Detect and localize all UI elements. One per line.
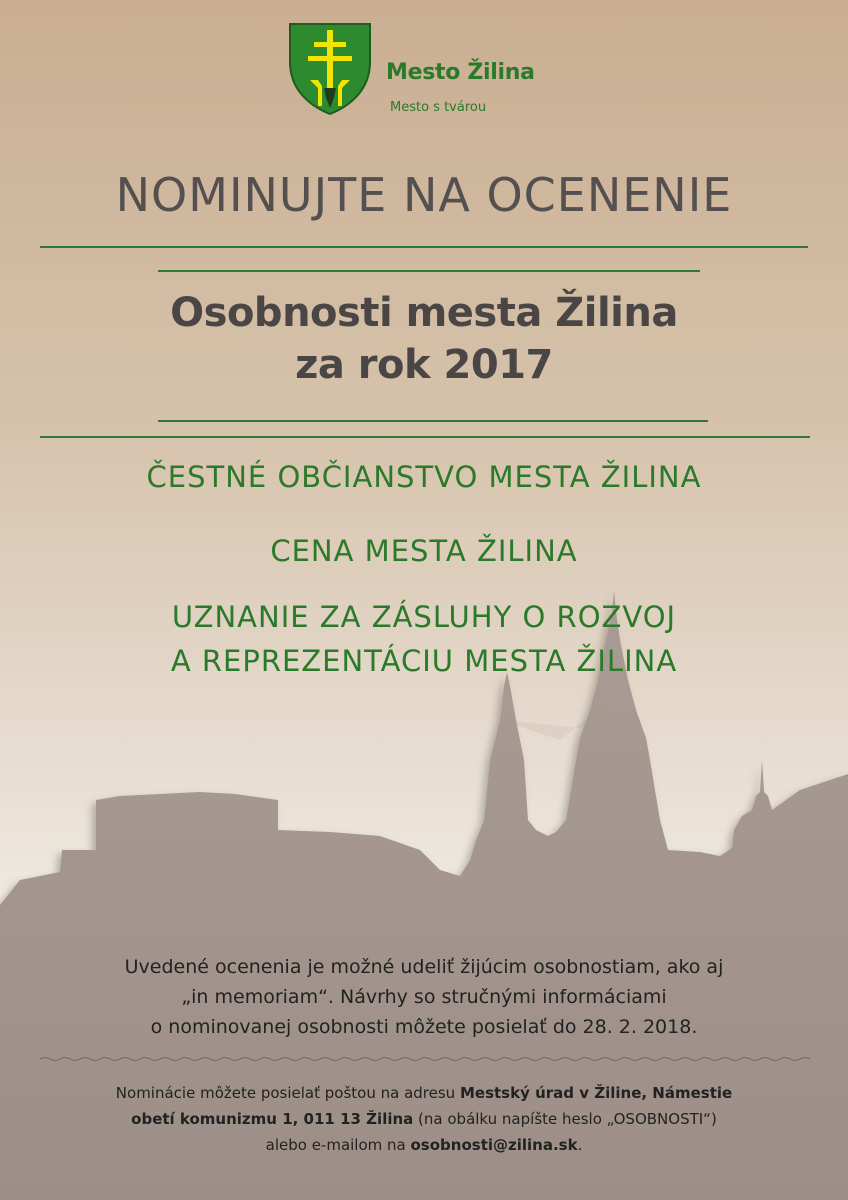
award-city-prize: CENA MESTA ŽILINA [270, 534, 578, 568]
contact-line-2 [0, 1110, 848, 1128]
title-line-2: za rok 2017 [295, 342, 553, 388]
city-logo [288, 22, 588, 122]
contact-text: (na obálku napíšte heslo „OSOBNOSTI“) [413, 1110, 717, 1128]
city-tagline: Mesto s tvárou [390, 100, 487, 115]
divider [158, 420, 708, 422]
headline: NOMINUJTE NA OCENENIE [115, 168, 733, 222]
description-line-3: o nominovanej osobnosti môžete posielať do 28. 2. 2018. [150, 1016, 698, 1038]
description-line-1: Uvedené ocenenia je možné udeliť žijúcim osobnostiam, ako aj [124, 956, 724, 978]
contact-address: obetí komunizmu 1, 011 13 Žilina [131, 1110, 414, 1128]
contact-line-1 [0, 1084, 848, 1102]
contact-email: osobnosti@zilina.sk [410, 1136, 578, 1154]
wavy-divider [40, 1054, 810, 1064]
contact-text: . [577, 1136, 583, 1154]
city-name: Mesto Žilina [386, 60, 535, 85]
description-line-2: „in memoriam“. Návrhy so stručnými informáciami [181, 986, 667, 1008]
city-coat-of-arms-icon [288, 22, 372, 116]
award-honorary-citizenship: ČESTNÉ OBČIANSTVO MESTA ŽILINA [146, 460, 702, 494]
title-line-1: Osobnosti mesta Žilina [170, 290, 678, 336]
award-recognition-line-1: UZNANIE ZA ZÁSLUHY O ROZVOJ [171, 600, 677, 634]
contact-address: Mestský úrad v Žiline, Námestie [459, 1084, 733, 1102]
contact-line-3 [0, 1136, 848, 1154]
award-recognition-line-2: A REPREZENTÁCIU MESTA ŽILINA [170, 644, 678, 678]
divider [158, 270, 700, 272]
contact-text: Nominácie môžete posielať poštou na adresu [115, 1084, 460, 1102]
divider [40, 436, 810, 438]
contact-text: alebo e-mailom na [265, 1136, 411, 1154]
divider [40, 246, 808, 248]
